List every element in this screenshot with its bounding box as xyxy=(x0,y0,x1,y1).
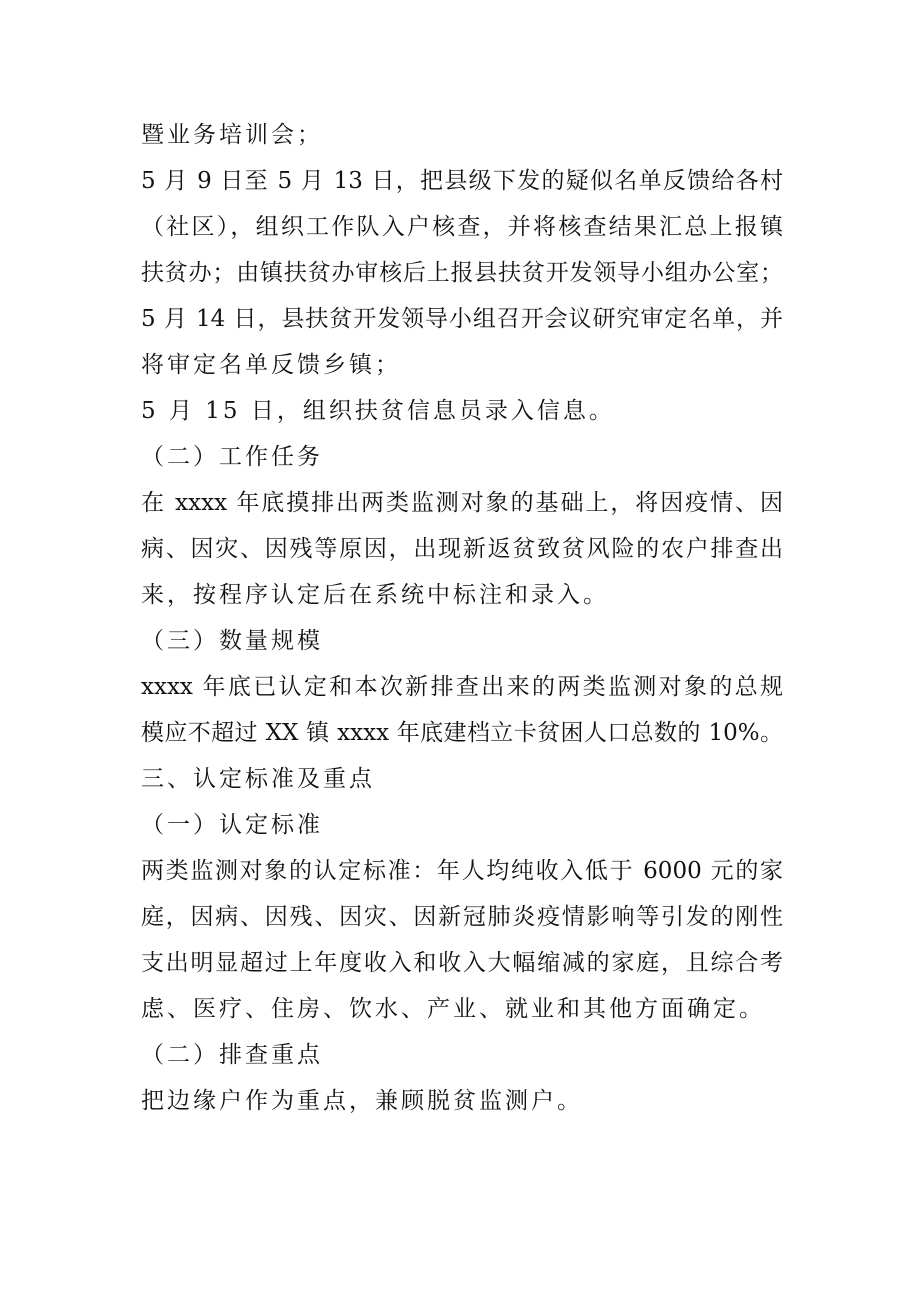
section-heading: （一）认定标准 xyxy=(141,812,323,838)
text-line: 暨业务培训会； xyxy=(141,122,323,148)
text-line: 把边缘户作为重点，兼顾脱贫监测户。 xyxy=(141,1088,583,1114)
text-line: xxxx 年底已认定和本次新排查出来的两类监测对象的总规 xyxy=(141,674,783,700)
section-heading: （二）工作任务 xyxy=(141,444,323,470)
text-line: 虑、医疗、住房、饮水、产业、就业和其他方面确定。 xyxy=(141,996,765,1022)
text-line: 支出明显超过上年度收入和收入大幅缩减的家庭，且综合考 xyxy=(141,950,783,976)
text-line: 在 xxxx 年底摸排出两类监测对象的基础上，将因疫情、因 xyxy=(141,490,783,516)
document-body xyxy=(141,112,783,1124)
text-line: 将审定名单反馈乡镇； xyxy=(141,352,401,378)
text-line: 扶贫办；由镇扶贫办审核后上报县扶贫开发领导小组办公室； xyxy=(141,260,783,286)
text-line: （社区），组织工作队入户核查，并将核查结果汇总上报镇 xyxy=(141,214,783,240)
text-line: 庭，因病、因残、因灾、因新冠肺炎疫情影响等引发的刚性 xyxy=(141,904,783,930)
text-line: 病、因灾、因残等原因，出现新返贫致贫风险的农户排查出 xyxy=(141,536,783,562)
text-line: 两类监测对象的认定标准：年人均纯收入低于 6000 元的家 xyxy=(141,858,783,884)
section-heading: 三、认定标准及重点 xyxy=(141,766,375,792)
text-line: 5 月 15 日，组织扶贫信息员录入信息。 xyxy=(141,398,615,424)
section-heading: （三）数量规模 xyxy=(141,628,323,654)
text-line: 来，按程序认定后在系统中标注和录入。 xyxy=(141,582,609,608)
section-heading: （二）排查重点 xyxy=(141,1042,323,1068)
text-line: 5 月 9 日至 5 月 13 日，把县级下发的疑似名单反馈给各村 xyxy=(141,168,783,194)
text-line: 5 月 14 日，县扶贫开发领导小组召开会议研究审定名单，并 xyxy=(141,306,783,332)
text-line: 模应不超过 XX 镇 xxxx 年底建档立卡贫困人口总数的 10%。 xyxy=(141,720,783,746)
